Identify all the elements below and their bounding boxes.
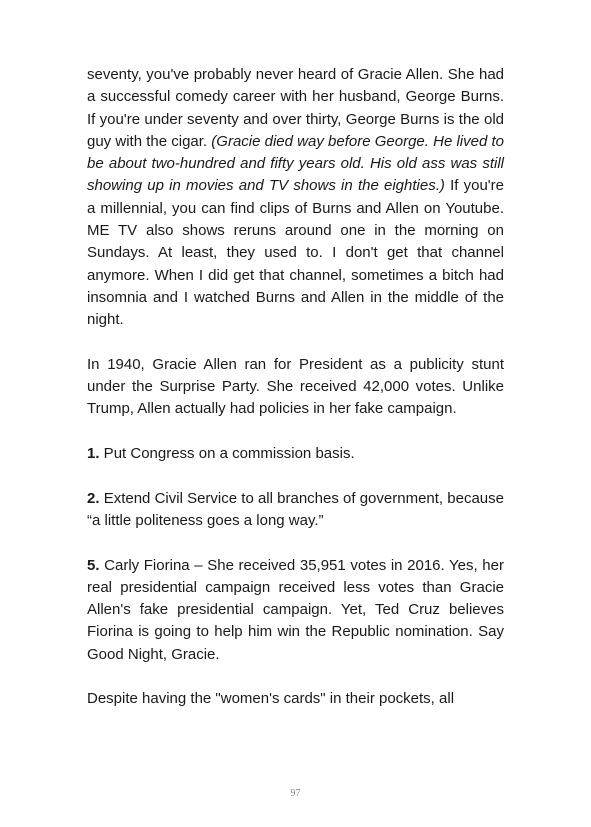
italic-aside: (Gracie died way before George. He lived to be about two-hundred and fifty years old. His old ass was still showing up in movies and TV shows in the eighties.) <box>87 132 504 195</box>
page-body <box>87 64 504 711</box>
paragraph-gracie-intro <box>87 64 504 332</box>
paragraph-text: If you're a millennial, you can find clips of Burns and Allen on Youtube. ME TV also shows reruns around one in the morning on Sundays. At least, they used to. I don't get that channel anymore. When I did get that channel, sometimes a bitch had insomnia and I watched Burns and Allen in the middle of the night. <box>87 177 505 329</box>
paragraph-1940-campaign <box>87 354 504 421</box>
page-number: 97 <box>290 788 301 799</box>
paragraph-text: In 1940, Gracie Allen ran for President as a publicity stunt under the Surprise Party. She received 42,000 votes. Unlike Trump, Allen actually had policies in her fake campaign. <box>87 355 504 418</box>
list-item-text: Carly Fiorina – She received 35,951 votes in 2016. Yes, her real presidential campaign received less votes than Gracie Allen's fake presidential campaign. Yet, Ted Cruz believes Fiorina is going to help him win the Republic nomination. Say Good Night, Gracie. <box>87 556 504 663</box>
paragraph-text: seventy, you've probably never heard of Gracie Allen. She had a successful comedy career with her husband, George Burns. If you're under seventy and over thirty, George Burns is the old guy with the cigar. <box>87 66 504 150</box>
paragraph-womens-cards <box>87 688 504 710</box>
list-number: 2. <box>87 489 100 507</box>
list-item-fiorina <box>87 555 504 666</box>
list-number: 1. <box>87 445 100 463</box>
paragraph-text: Despite having the "women's cards" in their pockets, all <box>87 690 455 708</box>
list-item-policy-2 <box>87 488 504 533</box>
list-item-policy-1 <box>87 443 504 465</box>
list-item-text: Put Congress on a commission basis. <box>99 445 355 463</box>
list-item-text: Extend Civil Service to all branches of government, because “a little politeness goes a long way.” <box>87 489 504 529</box>
list-number: 5. <box>87 556 100 574</box>
